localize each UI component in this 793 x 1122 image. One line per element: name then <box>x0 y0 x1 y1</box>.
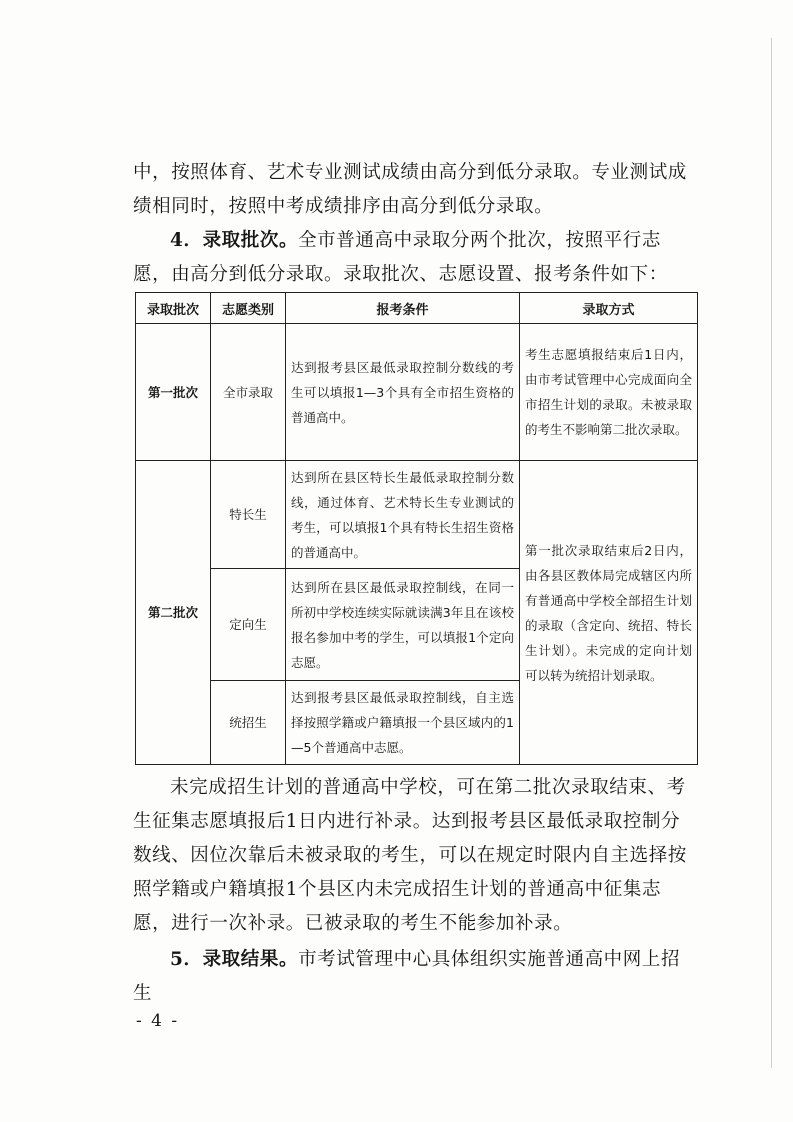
method-cell: 第一批次录取结束后2日内，由各县区教体局完成辖区内所有普通高中学校全部招生计划的录取（含定向、统招、特长生计划）。未完成的定向计划可以转为统招计划录取。 <box>520 461 698 765</box>
table-row <box>136 461 698 569</box>
page-number: - 4 - <box>136 1011 180 1031</box>
section-heading: 4．录取批次。 <box>170 230 299 251</box>
scan-edge-line <box>771 38 772 1068</box>
condition-cell: 达到报考县区最低录取控制线，自主选择按照学籍或户籍填报一个县区域内的1—5个普通高中志愿。 <box>286 681 520 765</box>
paragraph-continued <box>133 156 693 224</box>
method-cell: 考生志愿填报结束后1日内，由市考试管理中心完成面向全市招生计划的录取。未被录取的考生不影响第二批次录取。 <box>520 324 698 461</box>
type-cell: 特长生 <box>211 461 286 569</box>
paragraph-text: 市考试管理中心具体组织实施普通高中网上招生 <box>133 949 681 1004</box>
batch-cell: 第一批次 <box>136 324 211 461</box>
paragraph-line: 绩相同时，按照中考成绩排序由高分到低分录取。 <box>133 196 554 217</box>
header-method: 录取方式 <box>520 293 698 324</box>
batch-cell: 第二批次 <box>136 461 211 765</box>
table-row <box>136 324 698 461</box>
admission-batch-paragraph <box>133 224 693 292</box>
condition-cell: 达到报考县区最低录取控制分数线的考生可以填报1—3个具有全市招生资格的普通高中。 <box>286 324 520 461</box>
condition-cell: 达到所在县区特长生最低录取控制分数线，通过体育、艺术特长生专业测试的考生，可以填报1个具有特长生招生资格的普通高中。 <box>286 461 520 569</box>
header-condition: 报考条件 <box>286 293 520 324</box>
condition-cell: 达到所在县区最低录取控制线，在同一所初中学校连续实际就读满3年且在该校报名参加中考的学生，可以填报1个定向志愿。 <box>286 569 520 681</box>
admission-rules-table <box>135 292 698 765</box>
supplementary-admission-paragraph: 未完成招生计划的普通高中学校，可在第二批次录取结束、考生征集志愿填报后1日内进行补录。达到报考县区最低录取控制分数线、因位次靠后未被录取的考生，可以在规定时限内自主选择按照学籍或户籍填报1个县区内未完成招生计划的普通高中征集志愿，进行一次补录。已被录取的考生不能参加补录。 <box>133 777 687 934</box>
type-cell: 全市录取 <box>211 324 286 461</box>
paragraph-line: 中，按照体育、艺术专业测试成绩由高分到低分录取。专业测试成 <box>133 162 687 183</box>
type-cell: 定向生 <box>211 569 286 681</box>
type-cell: 统招生 <box>211 681 286 765</box>
section-heading: 5．录取结果。 <box>170 949 299 970</box>
admission-result-paragraph <box>133 943 693 1011</box>
paragraph-text: 全市普通高中录取分两个批次，按照平行志愿，由高分到低分录取。录取批次、志愿设置、报考条件如下： <box>133 230 668 285</box>
header-batch: 录取批次 <box>136 293 211 324</box>
table-header-row <box>136 293 698 324</box>
header-type: 志愿类别 <box>211 293 286 324</box>
